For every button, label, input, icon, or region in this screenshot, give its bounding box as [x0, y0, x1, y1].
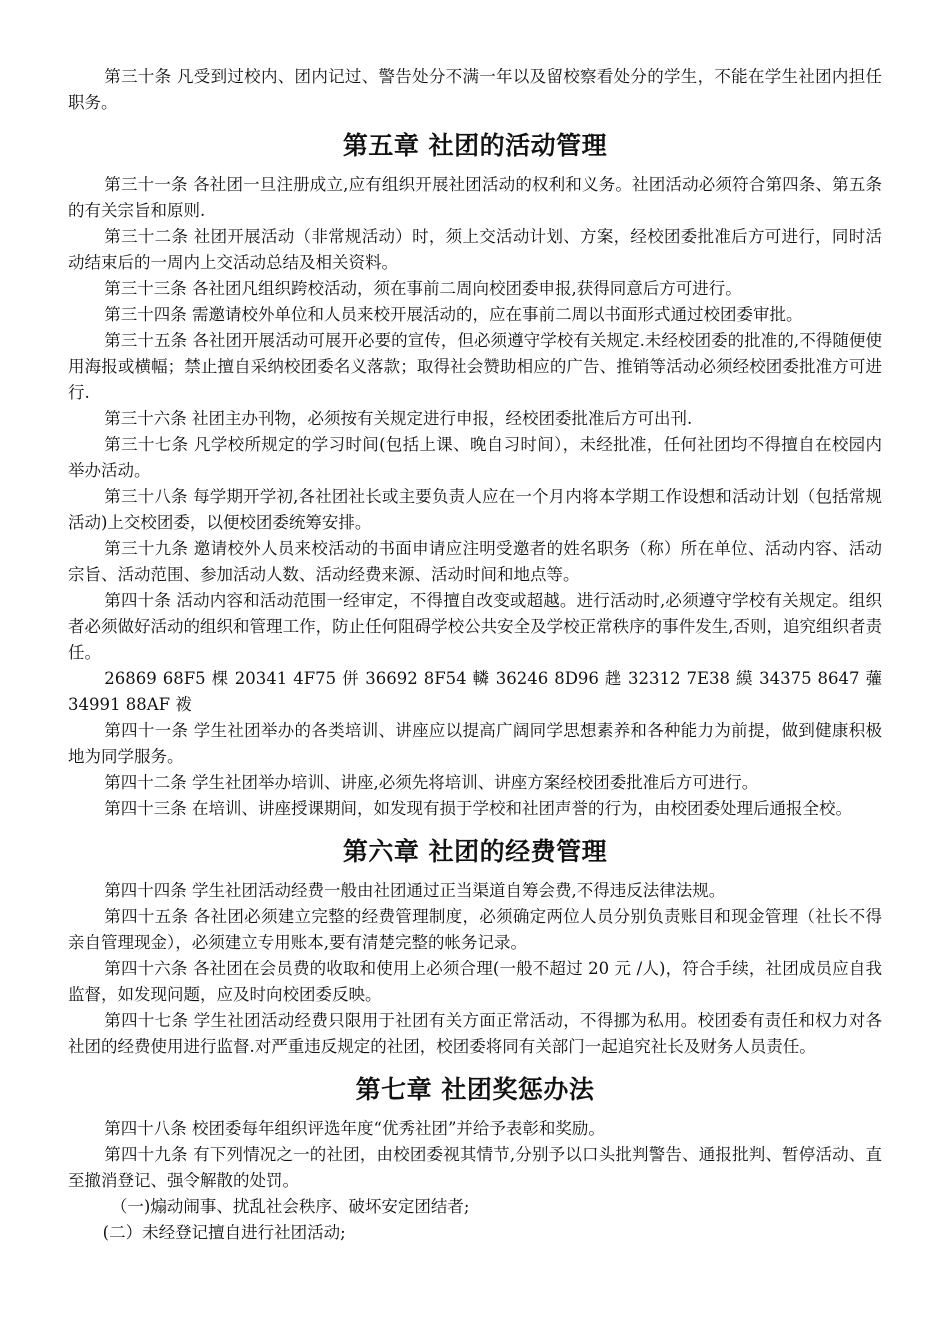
article-30: 第三十条 凡受到过校内、团内记过、警告处分不满一年以及留校察看处分的学生，不能在学生社团内担任职务。	[68, 67, 882, 112]
code-line: 26869 68F5 棵 20341 4F75 併 36692 8F54 轔 36246 8D96 趖 32312 7E38 縸 34375 8647 虇 34991 88AF 袯	[68, 669, 882, 714]
article-31: 第三十一条 各社团一旦注册成立,应有组织开展社团活动的权利和义务。社团活动必须符合第四条、第五条的有关宗旨和原则.	[68, 175, 882, 220]
article-43: 第四十三条 在培训、讲座授课期间，如发现有损于学校和社团声誉的行为，由校团委处理后通报全校。	[104, 799, 853, 818]
article-49: 第四十九条 有下列情况之一的社团，由校团委视其情节,分别予以口头批判警告、通报批判、暂停活动、直至撤消登记、强令解散的处罚。	[68, 1145, 882, 1190]
chapter-5-title: 第五章 社团的活动管理	[342, 131, 608, 160]
article-48: 第四十八条 校团委每年组织评选年度“优秀社团”并给予表彰和奖励。	[104, 1119, 605, 1138]
article-40: 第四十条 活动内容和活动范围一经审定，不得擅自改变或超越。进行活动时,必须遵守学校有关规定。组织者必须做好活动的组织和管理工作，防止任何阻碍学校公共安全及学校正常秩序的事件发生,否则，追究组织者责任。	[68, 591, 882, 662]
document-page	[68, 64, 882, 1246]
article-33: 第三十三条 各社团凡组织跨校活动，须在事前二周向校团委申报,获得同意后方可进行。	[104, 279, 742, 298]
article-36: 第三十六条 社团主办刊物，必须按有关规定进行申报，经校团委批准后方可出刊.	[104, 409, 693, 428]
article-34: 第三十四条 需邀请校外单位和人员来校开展活动的，应在事前二周以书面形式通过校团委审批。	[104, 305, 803, 324]
article-41: 第四十一条 学生社团举办的各类培训、讲座应以提高广阔同学思想素养和各种能力为前提，做到健康积极地为同学服务。	[68, 721, 882, 766]
article-35: 第三十五条 各社团开展活动可展开必要的宣传，但必须遵守学校有关规定.未经校团委的批准的,不得随便使用海报或横幅；禁止擅自采纳校团委名义落款；取得社会赞助相应的广告、推销等活动必须经校团委批准方可进行.	[68, 331, 882, 402]
article-32: 第三十二条 社团开展活动（非常规活动）时，须上交活动计划、方案，经校团委批准后方可进行，同时活动结束后的一周内上交活动总结及相关资料。	[68, 227, 882, 272]
article-38: 第三十八条 每学期开学初,各社团社长或主要负责人应在一个月内将本学期工作设想和活动计划（包括常规活动)上交校团委，以便校团委统筹安排。	[68, 487, 882, 532]
chapter-6-title: 第六章 社团的经费管理	[342, 837, 608, 866]
article-44: 第四十四条 学生社团活动经费一般由社团通过正当渠道自筹会费,不得违反法律法规。	[104, 881, 726, 900]
article-37: 第三十七条 凡学校所规定的学习时间(包括上课、晚自习时间），未经批准，任何社团均不得擅自在校园内举办活动。	[68, 435, 882, 480]
list-item-2: (二）未经登记擅自进行社团活动;	[102, 1223, 346, 1242]
list-item-1: （一)煽动闹事、扰乱社会秩序、破坏安定团结者;	[110, 1197, 470, 1216]
chapter-7-title: 第七章 社团奖惩办法	[355, 1075, 595, 1104]
article-42: 第四十二条 学生社团举办培训、讲座,必须先将培训、讲座方案经校团委批准后方可进行。	[104, 773, 759, 792]
article-47: 第四十七条 学生社团活动经费只限用于社团有关方面正常活动，不得挪为私用。校团委有责任和权力对各社团的经费使用进行监督.对严重违反规定的社团，校团委将同有关部门一起追究社长及财务人员责任。	[68, 1011, 882, 1056]
article-46: 第四十六条 各社团在会员费的收取和使用上必须合理(一般不超过 20 元 /人)，符合手续，社团成员应自我监督，如发现问题，应及时向校团委反映。	[68, 959, 882, 1004]
article-39: 第三十九条 邀请校外人员来校活动的书面申请应注明受邀者的姓名职务（称）所在单位、活动内容、活动宗旨、活动范围、参加活动人数、活动经费来源、活动时间和地点等。	[68, 539, 882, 584]
article-45: 第四十五条 各社团必须建立完整的经费管理制度，必须确定两位人员分别负责账目和现金管理（社长不得亲自管理现金），必须建立专用账本,要有清楚完整的帐务记录。	[68, 907, 882, 952]
